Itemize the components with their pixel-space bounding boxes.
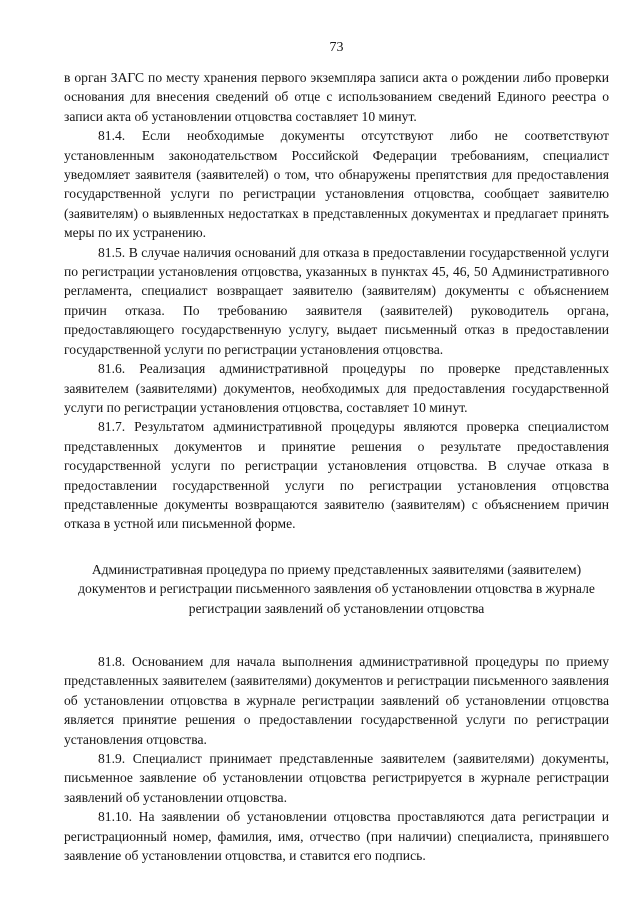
paragraph-81-7: 81.7. Результатом административной процедуры являются проверка специалистом представленных документов и принятие решения о результате предоставления государственной услуги по регистрации установления отцовства. В случае отказа в предоставлении государственной услуги по регистрации установления отцовства представленные документы возвращаются заявителю (заявителям) с объяснением причин отказа в устной или письменной форме.: [64, 419, 609, 532]
section-heading: Административная процедура по приему представленных заявителями (заявителем) документов и регистрации письменного заявления об установлении отцовства в журнале регистрации заявлений об установлении отцовства: [78, 561, 595, 616]
page-number: 73: [329, 40, 344, 55]
paragraph-81-10: 81.10. На заявлении об установлении отцовства проставляются дата регистрации и регистрационный номер, фамилия, имя, отчество (при наличии) специалиста, принявшего заявление об установлении отцовства, и ставится его подпись.: [64, 809, 609, 864]
document-page: [64, 40, 609, 865]
paragraph-81-9: 81.9. Специалист принимает представленные заявителем (заявителями) документы, письменное заявление об установлении отцовства регистрируется в журнале регистрации заявлений об установлении отцовства.: [64, 751, 609, 805]
paragraph-81-4: 81.4. Если необходимые документы отсутствуют либо не соответствуют установленным законодательством Российской Федерации требованиям, специалист уведомляет заявителя (заявителей) о том, что обнаружены препятствия для предоставления государственной услуги по регистрации установления отцовства, сообщает заявителю (заявителям) о выявленных недостатках в представленных документах и предлагает принять меры по их устранению.: [64, 128, 609, 241]
paragraph-81-5: 81.5. В случае наличия оснований для отказа в предоставлении государственной услуги по регистрации установления отцовства, указанных в пунктах 45, 46, 50 Административного регламента, специалист возвращает заявителю (заявителям) документы с объяснением причин отказа. По требованию заявителя (заявителей) руководитель органа, предоставляющего государственную услугу, выдает письменный отказ в предоставлении государственной услуги по регистрации установления отцовства.: [64, 244, 609, 357]
paragraph-81-8: 81.8. Основанием для начала выполнения административной процедуры по приему представленных заявителем (заявителями) документов и регистрации письменного заявления об установлении отцовства в журнале регистрации заявлений об установлении отцовства является принятие решения о предоставлении государственной услуги по регистрации установления отцовства.: [64, 653, 609, 747]
paragraph-continuation: в орган ЗАГС по месту хранения первого экземпляра записи акта о рождении либо проверки основания для внесения сведений об отце с использованием сведений Единого реестра о записи акта об установлении отцовства составляет 10 минут.: [64, 70, 609, 124]
paragraph-81-6: 81.6. Реализация административной процедуры по проверке представленных заявителем (заявителями) документов, необходимых для предоставления государственной услуги по регистрации установления отцовства, составляет 10 минут.: [64, 361, 609, 415]
